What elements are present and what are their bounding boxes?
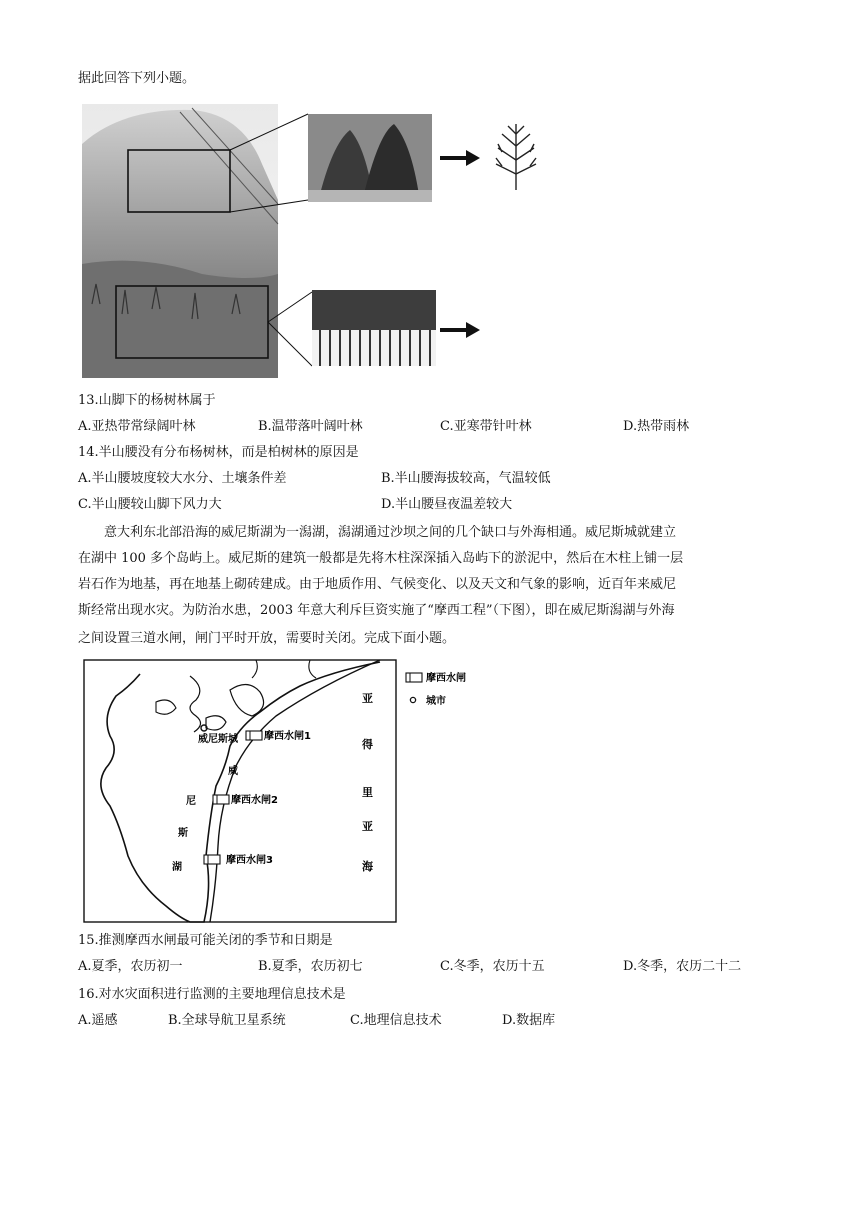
- gate-3-icon: [204, 855, 220, 864]
- legend-gate-icon: [406, 673, 422, 682]
- venice-lagoon-map: [80, 656, 480, 924]
- question-15-stem: 15.推测摩西水闸最可能关闭的季节和日期是: [78, 933, 333, 948]
- lake-char-4: 湖: [172, 862, 182, 873]
- legend-city-label: 城市: [426, 696, 446, 707]
- lake-char-1: 威: [228, 766, 238, 777]
- mountain-photo: [82, 104, 278, 378]
- q16-option-b[interactable]: B.全球导航卫星系统: [168, 1013, 286, 1028]
- sea-char-3: 里: [362, 786, 373, 799]
- q16-option-a[interactable]: A.遥感: [78, 1013, 118, 1028]
- q14-option-d[interactable]: D.半山腰昼夜温差较大: [381, 497, 513, 512]
- q15-option-c[interactable]: C.冬季，农历十五: [440, 959, 545, 974]
- q14-option-c[interactable]: C.半山腰较山脚下风力大: [78, 497, 222, 512]
- passage-line-1: 意大利东北部沿海的威尼斯湖为一潟湖，潟湖通过沙坝之间的几个缺口与外海相通。威尼斯城就建立: [104, 525, 677, 540]
- passage-line-4: 斯经常出现水灾。为防治水患，2003 年意大利斥巨资实施了“摩西工程”（下图），即在威尼斯潟湖与外海: [78, 603, 675, 618]
- sea-char-1: 亚: [362, 692, 373, 705]
- arrow-icon: [440, 150, 480, 166]
- sea-char-2: 得: [362, 738, 373, 751]
- passage-line-5: 之间设置三道水闸，闸门平时开放，需要时关闭。完成下面小题。: [78, 631, 456, 646]
- q15-option-a[interactable]: A.夏季，农历初一: [78, 959, 183, 974]
- q13-option-d[interactable]: D.热带雨林: [623, 419, 690, 434]
- q16-option-c[interactable]: C.地理信息技术: [350, 1013, 442, 1028]
- lake-char-3: 斯: [178, 828, 188, 839]
- cypress-branch-icon: [496, 124, 536, 190]
- q13-option-a[interactable]: A.亚热带常绿阔叶林: [78, 419, 196, 434]
- sea-char-5: 海: [362, 860, 373, 873]
- passage-line-2: 在湖中 100 多个岛屿上。威尼斯的建筑一般都是先将木柱深深插入岛屿下的淤泥中，然后在木柱上铺一层: [78, 551, 684, 566]
- city-label: 威尼斯城: [198, 734, 238, 745]
- q15-option-b[interactable]: B.夏季，农历初七: [258, 959, 363, 974]
- q16-option-d[interactable]: D.数据库: [502, 1013, 556, 1028]
- sea-char-4: 亚: [362, 820, 373, 833]
- arrow-icon-2: [440, 322, 480, 338]
- q14-option-b[interactable]: B.半山腰海拔较高，气温较低: [381, 471, 551, 486]
- legend-city-icon: [410, 697, 415, 702]
- gate-1-label: 摩西水闸1: [264, 731, 311, 742]
- question-14-stem: 14.半山腰没有分布杨树林，而是柏树林的原因是: [78, 445, 359, 460]
- gate-2-label: 摩西水闸2: [231, 795, 278, 806]
- mountain-vegetation-figure: [82, 104, 566, 378]
- question-13-stem: 13.山脚下的杨树林属于: [78, 393, 216, 408]
- q15-option-d[interactable]: D.冬季，农历二十二: [623, 959, 742, 974]
- q13-option-c[interactable]: C.亚寒带针叶林: [440, 419, 532, 434]
- cypress-photo: [308, 114, 432, 202]
- q14-option-a[interactable]: A.半山腰坡度较大水分、土壤条件差: [78, 471, 287, 486]
- intro-text: 据此回答下列小题。: [78, 71, 196, 86]
- passage-line-3: 岩石作为地基，再在地基上砌砖建成。由于地质作用、气候变化、以及天文和气象的影响，近百年来威尼: [78, 577, 677, 592]
- lake-char-2: 尼: [186, 796, 196, 807]
- q13-option-b[interactable]: B.温带落叶阔叶林: [258, 419, 363, 434]
- legend-gate-label: 摩西水闸: [426, 673, 466, 684]
- gate-1-icon: [246, 731, 262, 740]
- gate-2-icon: [213, 795, 229, 804]
- gate-3-label: 摩西水闸3: [226, 855, 273, 866]
- question-16-stem: 16.对水灾面积进行监测的主要地理信息技术是: [78, 987, 346, 1002]
- poplar-photo: [312, 290, 436, 366]
